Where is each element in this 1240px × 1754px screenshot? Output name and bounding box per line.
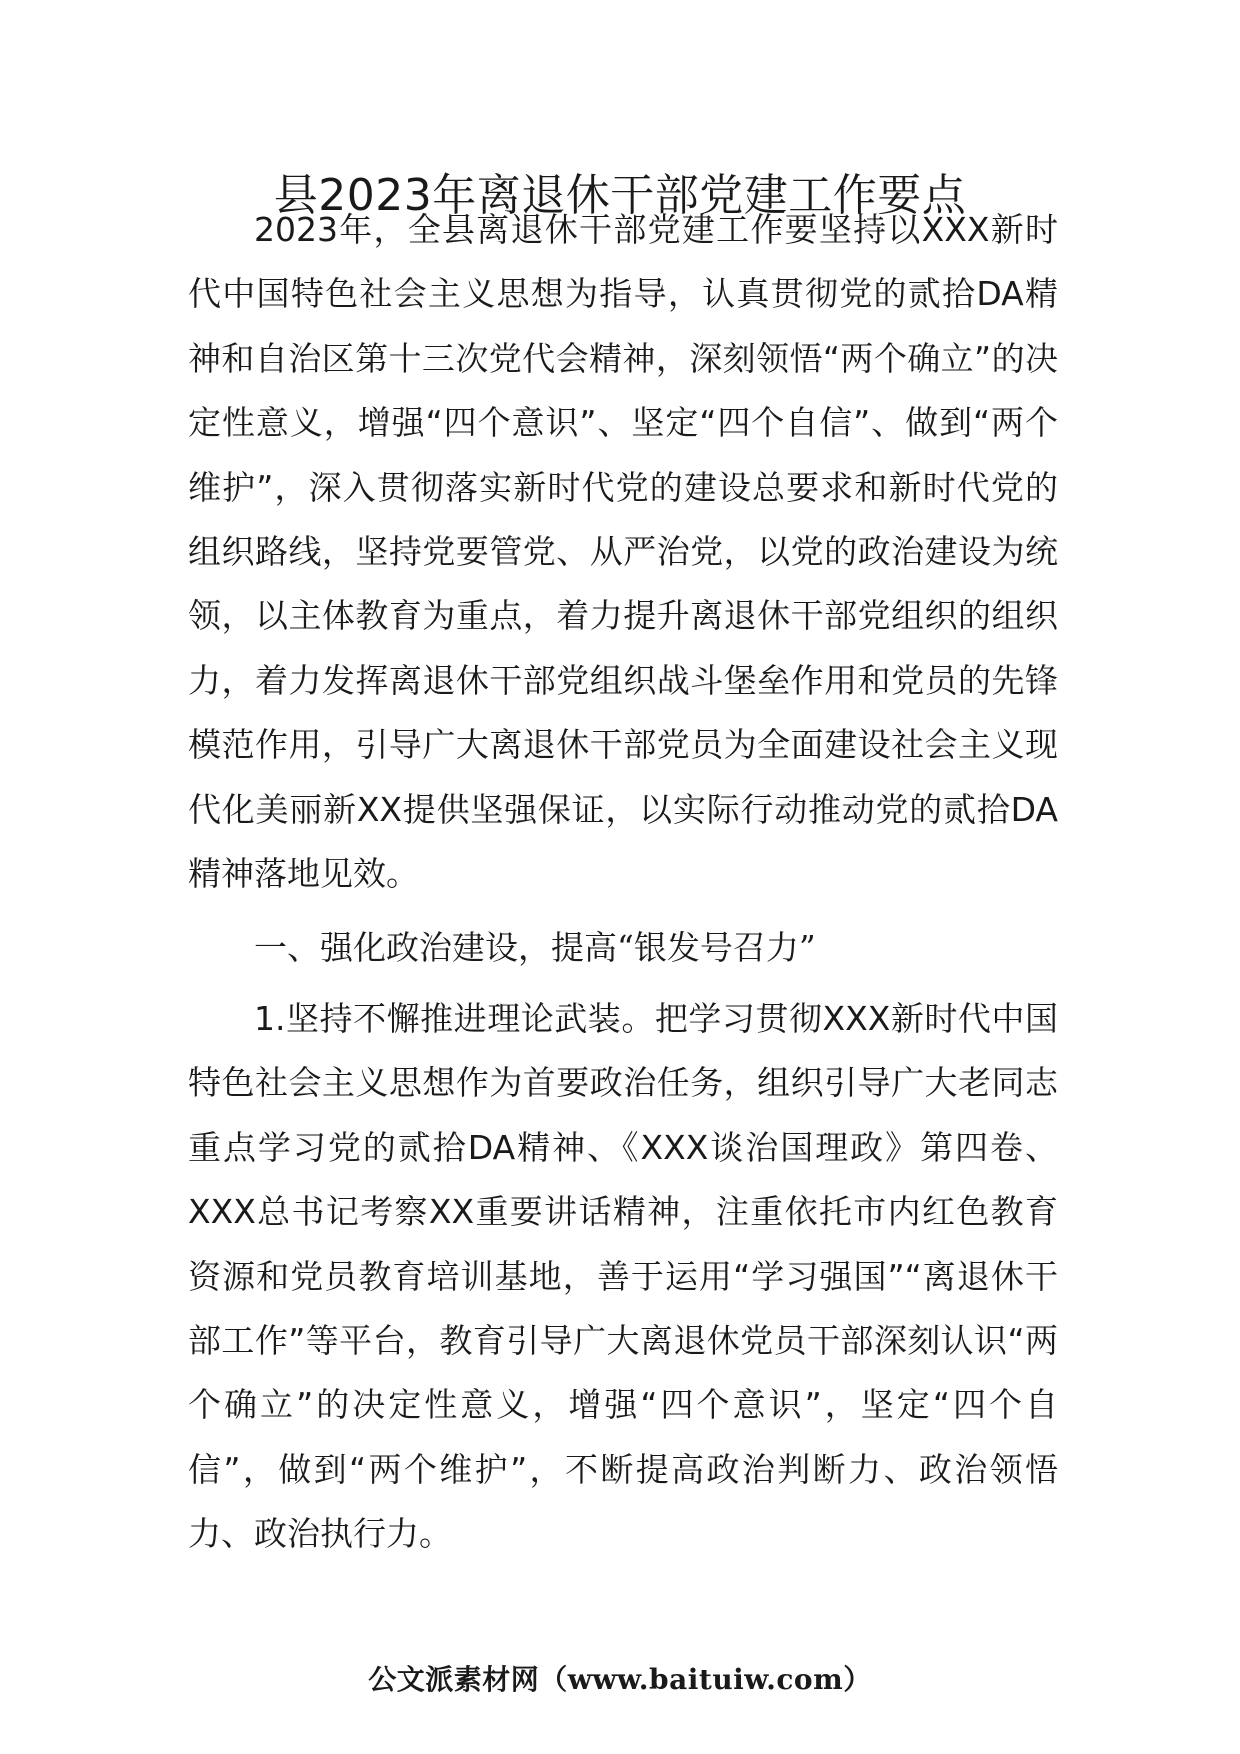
intro-paragraph: 2023年，全县离退休干部党建工作要坚持以XXX新时代中国特色社会主义思想为指导，认真贯彻党的贰拾DA精神和自治区第十三次党代会精神，深刻领悟“两个确立”的决定性意义，增强“四个意识”、坚定“四个自信”、做到“两个维护”，深入贯彻落实新时代党的建设总要求和新时代党的组织路线，坚持党要管党、从严治党，以党的政治建设为统领，以主体教育为重点，着力提升离退休干部党组织的组织力，着力发挥离退休干部党组织战斗堡垒作用和党员的先锋模范作用，引导广大离退休干部党员为全面建设社会主义现代化美丽新XX提供坚强保证，以实际行动推动党的贰拾DA精神落地见效。 (188, 210, 1058, 894)
section-heading: 一、强化政治建设，提高“银发号召力” (254, 928, 816, 968)
footer-watermark: 公文派素材网（www.baituiw.com） (368, 1663, 872, 1696)
document-body (188, 198, 1058, 1567)
document-title: 县2023年离退休干部党建工作要点 (273, 170, 967, 221)
section-paragraph: 1.坚持不懈推进理论武装。把学习贯彻XXX新时代中国特色社会主义思想作为首要政治任务，组织引导广大老同志重点学习党的贰拾DA精神、《XXX谈治国理政》第四卷、XXX总书记考察XX重要讲话精神，注重依托市内红色教育资源和党员教育培训基地，善于运用“学习强国”“离退休干部工作”等平台，教育引导广大离退休党员干部深刻认识“两个确立”的决定性意义，增强“四个意识”，坚定“四个自信”，做到“两个维护”，不断提高政治判断力、政治领悟力、政治执行力。 (188, 998, 1058, 1554)
